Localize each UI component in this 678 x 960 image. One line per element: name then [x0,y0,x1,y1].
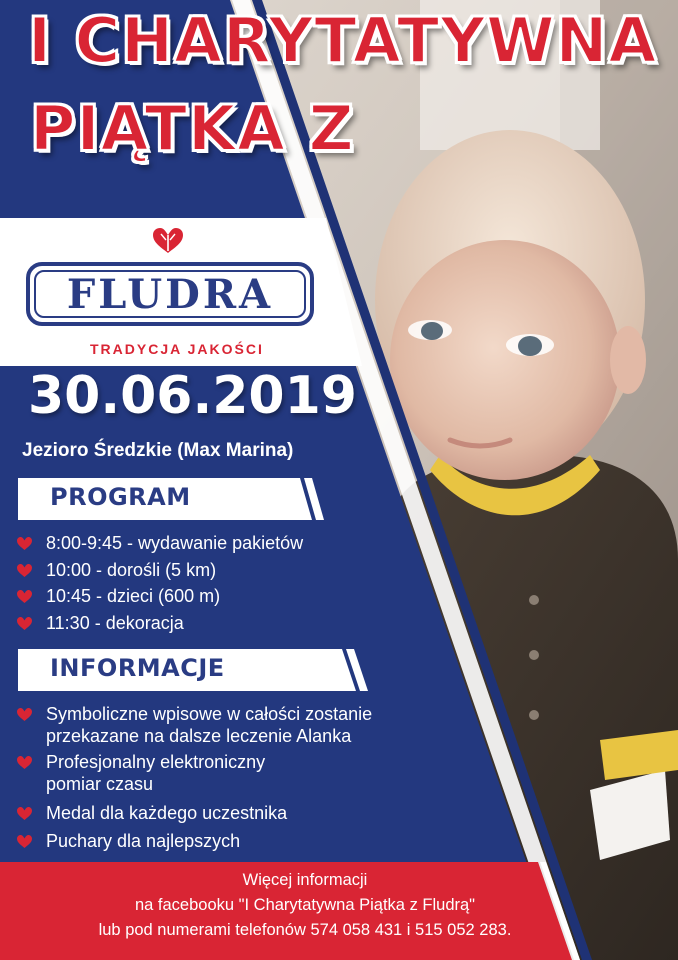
info-item-text: Profesjonalny elektroniczny pomiar czasu [46,752,266,794]
footer-line-1: Więcej informacji [242,871,368,889]
poster-title-line-2: PIĄTKA Z [30,92,355,165]
program-item-text: 10:00 - dorośli (5 km) [46,560,217,580]
info-heading: INFORMACJE [50,654,225,682]
footer-line-3: lub pod numerami telefonów 574 058 431 i 515 052 283. [98,921,512,939]
info-item-text: Puchary dla najlepszych [46,831,241,851]
footer-line-2: na facebooku "I Charytatywna Piątka z Fludrą" [134,896,476,914]
info-item [16,703,372,747]
program-item-text: 10:45 - dzieci (600 m) [46,586,221,606]
event-date: 30.06.2019 [28,366,357,426]
info-item [16,830,240,852]
heart-bullet-icon [16,536,33,551]
info-item [16,751,265,795]
event-location: Jezioro Średzkie (Max Marina) [22,440,294,461]
info-item-text: Symboliczne wpisowe w całości zostanie przekazane na dalsze leczenie Alanka [46,704,373,746]
program-item [16,559,216,581]
butterfly-heart-icon [151,226,185,256]
program-item-text: 11:30 - dekoracja [46,613,184,633]
heart-bullet-icon [16,589,33,604]
program-item [16,532,303,554]
heart-bullet-icon [16,806,33,821]
brand-name: FLUDRA [66,270,274,318]
program-item [16,612,184,634]
info-item-text: Medal dla każdego uczestnika [46,803,288,823]
program-item-text: 8:00-9:45 - wydawanie pakietów [46,533,304,553]
brand-tagline: TRADYCJA JAKOŚCI [90,341,264,357]
brand-logo [26,262,314,326]
heart-bullet-icon [16,834,33,849]
program-heading: PROGRAM [50,483,191,511]
poster-title-line-1: I CHARYTATYWNA [28,4,658,77]
info-item [16,802,287,824]
heart-bullet-icon [16,563,33,578]
heart-bullet-icon [16,755,33,770]
footer-contact [0,868,610,943]
heart-bullet-icon [16,616,33,631]
program-item [16,585,220,607]
heart-bullet-icon [16,707,33,722]
